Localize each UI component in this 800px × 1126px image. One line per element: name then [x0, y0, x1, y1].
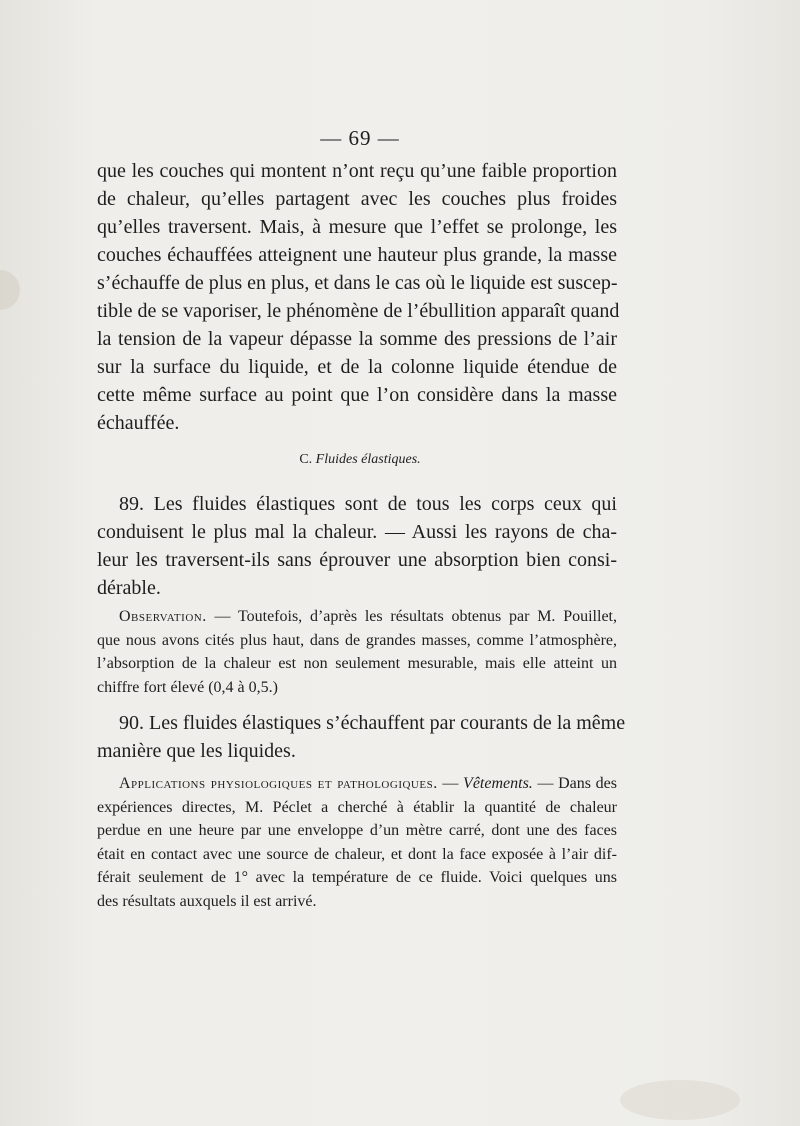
text-line: cette même surface au point que l’on considère dans la masse: [97, 384, 617, 406]
dash: — Dans des: [532, 775, 617, 792]
text-line: [97, 772, 617, 796]
numbered-paragraph-90: [97, 709, 626, 765]
text-line: que les couches qui montent n’ont reçu qu’une faible proportion: [97, 160, 617, 182]
text-line: manière que les liquides.: [97, 740, 296, 762]
observation-text: — Toutefois, d’après les résultats obtenus par M. Pouillet,: [206, 608, 617, 625]
paper-stain: [0, 270, 20, 310]
text-line: était en contact avec une source de chaleur, et dont la face exposée à l’air dif-: [97, 845, 617, 863]
text-line: férait seulement de 1° avec la température de ce fluide. Voici quelques uns: [97, 869, 617, 886]
text-line: de chaleur, qu’elles partagent avec les couches plus froides: [97, 188, 617, 210]
observation-note: [97, 605, 617, 699]
text-line: échauffée.: [97, 412, 180, 434]
text-line: 89. Les fluides élastiques sont de tous les corps ceux qui: [119, 493, 617, 515]
text-line: la tension de la vapeur dépasse la somme des pressions de l’air: [97, 328, 617, 350]
section-heading: [0, 452, 720, 468]
text-line: qu’elles traversent. Mais, à mesure que l’effet se prolonge, les: [97, 216, 617, 238]
body-paragraph: [97, 157, 620, 437]
paper-stain: [620, 1080, 740, 1120]
text-line: couches échauffées atteignent une hauteur plus grande, la masse: [97, 244, 617, 266]
section-title: Fluides élastiques.: [315, 452, 421, 467]
applications-subject: Vêtements.: [463, 775, 533, 792]
text-line: [97, 605, 617, 629]
text-line: expériences directes, M. Péclet a cherché à établir la quantité de chaleur: [97, 798, 617, 816]
text-line: perdue en une heure par une enveloppe d’un mètre carré, dont une des faces: [97, 822, 617, 839]
text-line: chiffre fort élevé (0,4 à 0,5.): [97, 678, 278, 696]
applications-label: Applications physiologiques et pathologiques.: [119, 775, 438, 792]
numbered-paragraph-89: [97, 490, 617, 602]
text-line: des résultats auxquels il est arrivé.: [97, 892, 317, 910]
text-line: s’échauffe de plus en plus, et dans le cas où le liquide est suscep-: [97, 272, 618, 294]
section-letter: C.: [299, 452, 313, 467]
page-number: — 69 —: [320, 126, 400, 150]
text-line: conduisent le plus mal la chaleur. — Aussi les rayons de cha-: [97, 521, 617, 543]
applications-note: [97, 772, 617, 913]
text-line: sur la surface du liquide, et de la colonne liquide étendue de: [97, 356, 617, 378]
text-line: dérable.: [97, 577, 161, 599]
observation-label: Observation.: [119, 608, 207, 625]
text-line: l’absorption de la chaleur est non seulement mesurable, mais elle atteint un: [97, 655, 617, 672]
text-line: que nous avons cités plus haut, dans de grandes masses, comme l’atmosphère,: [97, 631, 617, 649]
text-line: tible de se vaporiser, le phénomène de l’ébullition apparaît quand: [97, 300, 620, 322]
text-line: 90. Les fluides élastiques s’échauffent par courants de la même: [119, 712, 626, 734]
dash: —: [437, 775, 464, 792]
text-line: leur les traversent-ils sans éprouver une absorption bien consi-: [97, 549, 617, 571]
